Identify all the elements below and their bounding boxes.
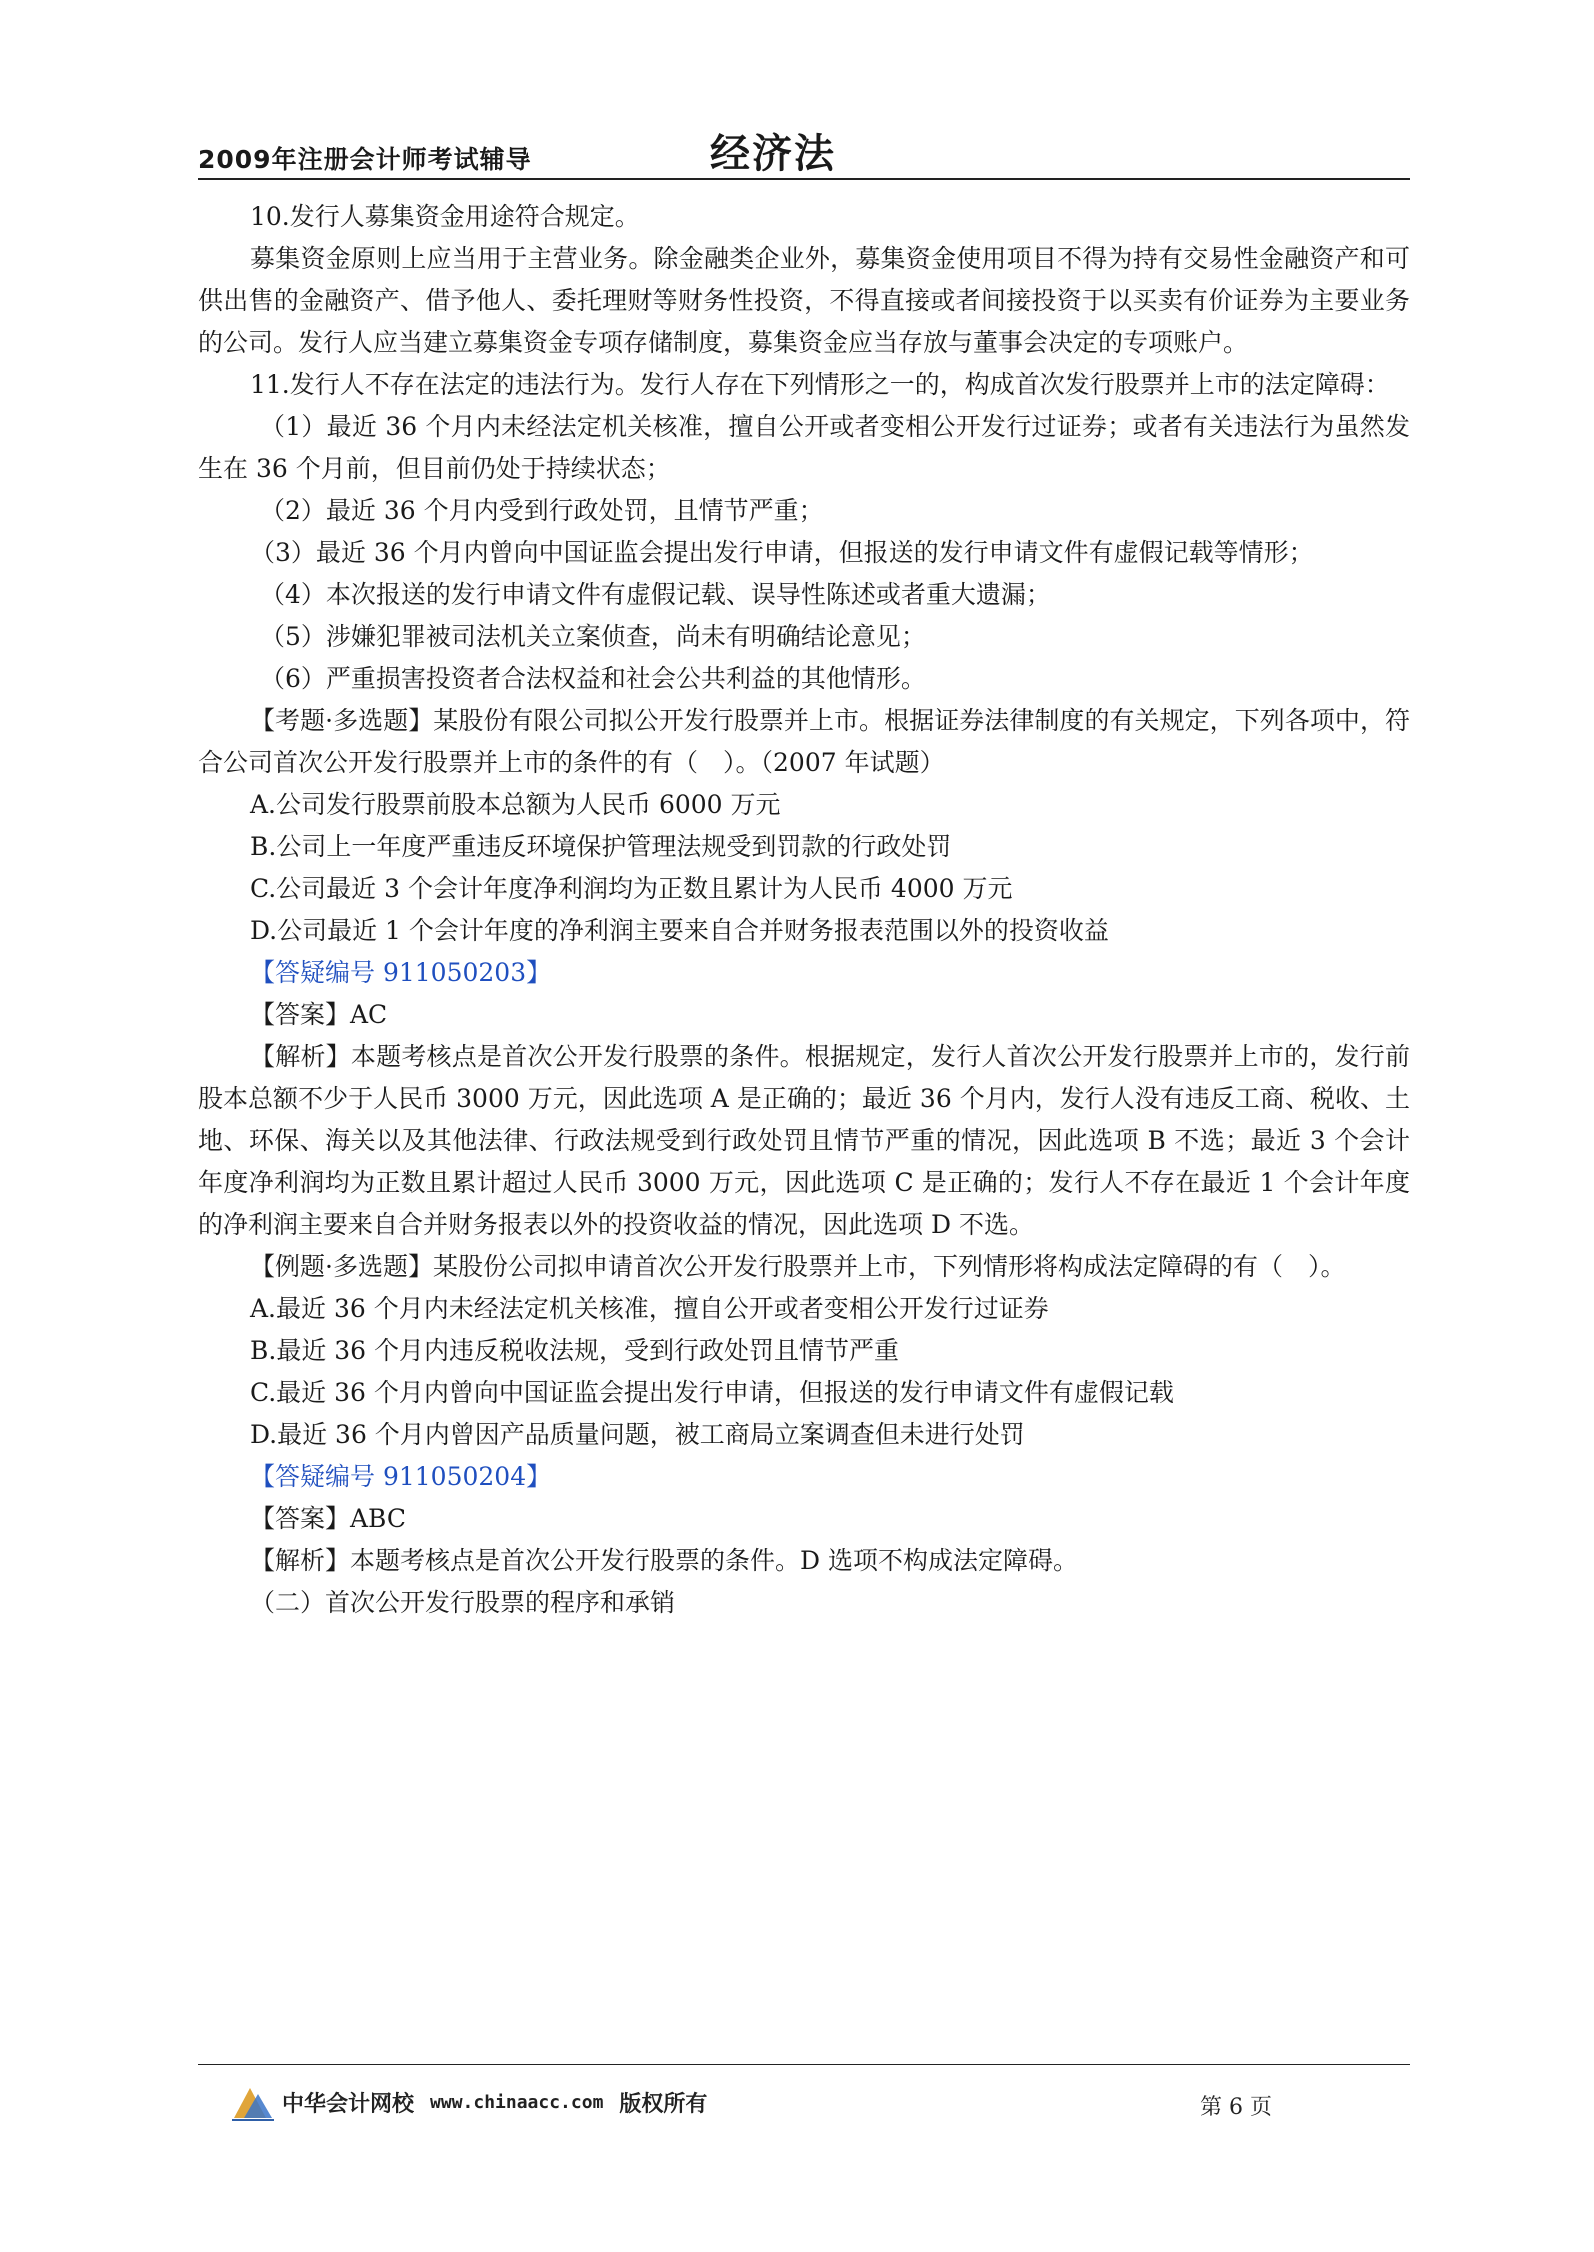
paragraph-raised-funds: 募集资金原则上应当用于主营业务。除金融类企业外，募集资金使用项目不得为持有交易性金融资产和可供出售的金融资产、借予他人、委托理财等财务性投资，不得直接或者间接投资于以买卖有价证券为主要业务的公司。发行人应当建立募集资金专项存储制度，募集资金应当存放与董事会决定的专项账户。 <box>198 244 1410 357</box>
footer-divider <box>198 2064 1410 2065</box>
list-item: （4）本次报送的发行申请文件有虚假记载、误导性陈述或者重大遗漏； <box>260 580 1051 609</box>
list-item: （2）最近 36 个月内受到行政处罚，且情节严重； <box>260 496 824 525</box>
option-d: D.最近 36 个月内曾因产品质量问题，被工商局立案调查但未进行处罚 <box>250 1420 1025 1449</box>
list-item: （6）严重损害投资者合法权益和社会公共利益的其他情形。 <box>260 664 926 693</box>
analysis: 【解析】本题考核点是首次公开发行股票的条件。根据规定，发行人首次公开发行股票并上市的，发行前股本总额不少于人民币 3000 万元，因此选项 A 是正确的；最近 36 个月内，发行人没有违反工商、税收、土地、环保、海关以及其他法律、行政法规受到行政处罚且情节严重的情况，因此选项 B 不选；最近 3 个会计年度净利润均为正数且累计超过人民币 3000 万元，因此选项 C 是正确的；发行人不存在最近 1 个会计年度的净利润主要来自合并财务报表以外的投资收益的情况，因此选项 D 不选。 <box>198 1042 1410 1239</box>
answer: 【答案】AC <box>250 1000 388 1029</box>
option-b: B.公司上一年度严重违反环境保护管理法规受到罚款的行政处罚 <box>250 832 952 861</box>
list-item: （1）最近 36 个月内未经法定机关核准，擅自公开或者变相公开发行过证券；或者有关违法行为虽然发生在 36 个月前，但目前仍处于持续状态； <box>198 412 1410 483</box>
list-item: （3）最近 36 个月内曾向中国证监会提出发行申请，但报送的发行申请文件有虚假记载等情形； <box>250 538 1314 567</box>
page-header <box>198 118 1410 180</box>
list-item: （5）涉嫌犯罪被司法机关立案侦查，尚未有明确结论意见； <box>260 622 926 651</box>
paragraph-item-10: 10.发行人募集资金用途符合规定。 <box>250 202 640 231</box>
option-a: A.最近 36 个月内未经法定机关核准，擅自公开或者变相公开发行过证券 <box>250 1294 1049 1323</box>
footer-brand <box>230 2082 707 2122</box>
option-c: C.公司最近 3 个会计年度净利润均为正数且累计为人民币 4000 万元 <box>250 874 1013 903</box>
document-body <box>198 196 1410 1624</box>
chinaacc-logo-icon <box>230 2082 276 2122</box>
qa-id-link[interactable]: 【答疑编号 911050203】 <box>250 958 552 987</box>
copyright-text: 版权所有 <box>619 2091 708 2117</box>
analysis: 【解析】本题考核点是首次公开发行股票的条件。D 选项不构成法定障碍。 <box>250 1546 1078 1575</box>
qa-id-link[interactable]: 【答疑编号 911050204】 <box>250 1462 552 1491</box>
section-heading: （二）首次公开发行股票的程序和承销 <box>250 1588 676 1617</box>
brand-name: 中华会计网校 <box>282 2091 415 2117</box>
question-stem-2: 【例题·多选题】某股份公司拟申请首次公开发行股票并上市，下列情形将构成法定障碍的有（ ）。 <box>250 1252 1346 1281</box>
paragraph-item-11: 11.发行人不存在法定的违法行为。发行人存在下列情形之一的，构成首次发行股票并上市的法定障碍： <box>250 370 1390 399</box>
answer: 【答案】ABC <box>250 1504 407 1533</box>
page-number: 第 6 页 <box>1200 2095 1272 2120</box>
option-d: D.公司最近 1 个会计年度的净利润主要来自合并财务报表范围以外的投资收益 <box>250 916 1109 945</box>
subject-title: 经济法 <box>710 131 836 177</box>
option-a: A.公司发行股票前股本总额为人民币 6000 万元 <box>250 790 781 819</box>
option-c: C.最近 36 个月内曾向中国证监会提出发行申请，但报送的发行申请文件有虚假记载 <box>250 1378 1174 1407</box>
option-b: B.最近 36 个月内违反税收法规，受到行政处罚且情节严重 <box>250 1336 900 1365</box>
site-url[interactable]: www.chinaacc.com <box>430 2091 604 2113</box>
course-title: 2009年注册会计师考试辅导 <box>198 145 532 174</box>
question-stem-1: 【考题·多选题】某股份有限公司拟公开发行股票并上市。根据证券法律制度的有关规定，下列各项中，符合公司首次公开发行股票并上市的条件的有（ ）。（2007 年试题） <box>198 706 1410 777</box>
